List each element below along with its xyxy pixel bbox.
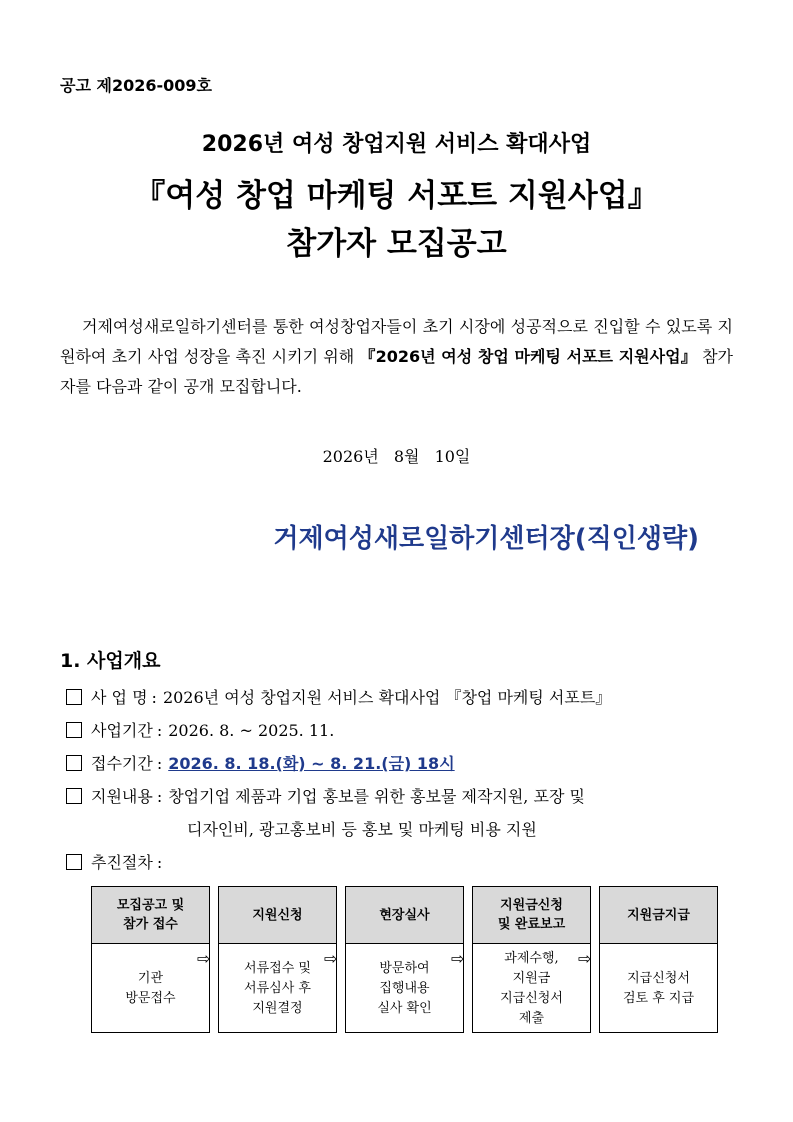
intro-text-1: 거제여성새로일하기센터를 통한 여성창업자들이 초기 시장에 성공적으로 진입할 수 있도록 지원하여 초기 사업 성장을 촉진 시키기 위해 [60,317,733,366]
item-label: 추진절차 [91,853,153,872]
step-description: 서류접수 및 서류심사 후 지원결정 [244,960,311,1016]
title-line-3: 참가자 모집공고 [286,226,507,262]
process-step-3 [345,886,464,1033]
overview-item-application-period: 접수기간 : 2026. 8. 18.(화) ~ 8. 21.(금) 18시 [66,751,455,774]
overview-item-project-name: 사 업 명 : 2026년 여성 창업지원 서비스 확대사업 『창업 마케팅 서포트』 [66,685,611,708]
title-line-2: 『여성 창업 마케팅 서포트 지원사업』 [134,178,659,214]
item-label: 접수기간 [91,754,153,773]
process-step-4 [472,886,591,1033]
item-label: 사 업 명 [91,688,148,707]
overview-item-procedure: 추진절차 : [66,850,168,873]
intro-paragraph [60,312,733,402]
section-heading: 1. 사업개요 [60,650,161,672]
arrow-right-icon: ⇨ [451,949,465,968]
notice-number: 공고 제2026-009호 [60,76,212,95]
step-description: 기관 방문접수 [125,970,176,1006]
checkbox-square [66,755,82,771]
overview-item-project-period: 사업기간 : 2026. 8. ~ 2025. 11. [66,718,334,741]
step-description: 지급신청서 검토 후 지급 [622,970,695,1006]
step-title: 현장실사 [346,887,463,944]
process-step-1 [91,886,210,1033]
process-step-5 [599,886,718,1033]
step-description: 방문하여 집행내용 실사 확인 [377,960,432,1016]
step-title: 지원금지급 [600,887,717,944]
item-label: 사업기간 [91,721,153,740]
step-title: 모집공고 및 참가 접수 [92,887,209,944]
process-step-2 [218,886,337,1033]
item-value: 창업기업 제품과 기업 홍보를 위한 홍보물 제작지원, 포장 및 [168,787,585,806]
notice-date: 2026년 8월 10일 [322,447,471,466]
item-label: 지원내용 [91,787,153,806]
checkbox-square [66,689,82,705]
title-line-1: 2026년 여성 창업지원 서비스 확대사업 [201,132,592,157]
item-value: 2026. 8. ~ 2025. 11. [168,721,335,740]
checkbox-square [66,854,82,870]
checkbox-square [66,788,82,804]
item-value-continued: 디자인비, 광고홍보비 등 홍보 및 마케팅 비용 지원 [187,820,537,839]
signer: 거제여성새로일하기센터장(직인생략) [273,524,699,554]
application-period-value: 2026. 8. 18.(화) ~ 8. 21.(금) 18시 [168,754,455,773]
checkbox-square [66,722,82,738]
step-title: 지원신청 [219,887,336,944]
overview-item-support-content: 지원내용 : 창업기업 제품과 기업 홍보를 위한 홍보물 제작지원, 포장 및 [66,784,585,807]
arrow-right-icon: ⇨ [197,949,211,968]
intro-text-2: 참가자를 다음과 같이 공개 모집합니다. [60,347,734,396]
arrow-right-icon: ⇨ [578,949,592,968]
intro-program-name: 『2026년 여성 창업 마케팅 서포트 지원사업』 [359,347,697,366]
arrow-right-icon: ⇨ [324,949,338,968]
step-title: 지원금신청 및 완료보고 [473,887,590,944]
step-description: 과제수행, 지원금 지급신청서 제출 [500,950,563,1026]
item-value: 2026년 여성 창업지원 서비스 확대사업 『창업 마케팅 서포트』 [162,688,612,707]
